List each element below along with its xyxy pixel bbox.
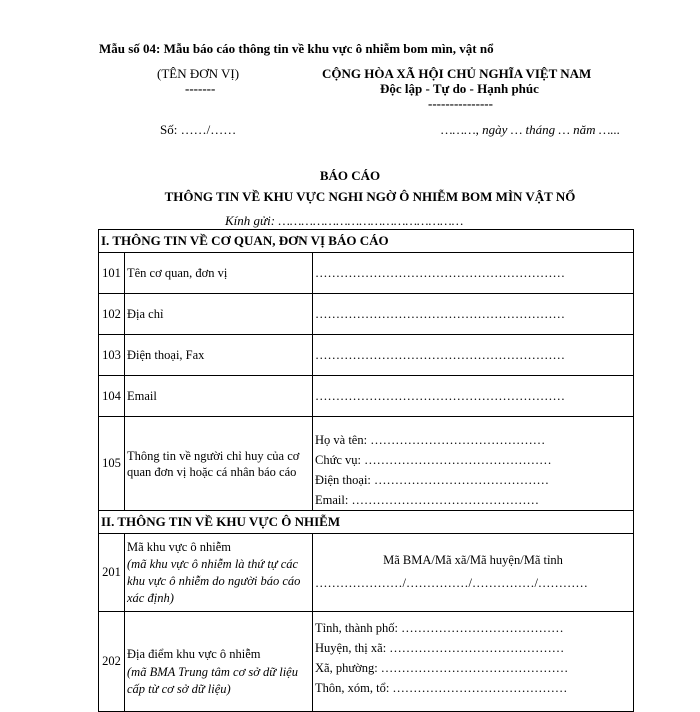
section-1-title: I. THÔNG TIN VỀ CƠ QUAN, ĐƠN VỊ BÁO CÁO [99, 230, 634, 253]
section-header-row [99, 511, 634, 534]
row-note: (mã khu vực ô nhiễm là thứ tự các khu vực ô nhiễm do người báo cáo xác định) [127, 557, 301, 605]
row-label: Tên cơ quan, đơn vị [125, 253, 313, 294]
recipient-line: Kính gửi: ………………………………………… [225, 213, 464, 228]
province-field[interactable]: Tỉnh, thành phố: ………………………………… [315, 621, 564, 635]
row-value-field[interactable]: …………………………………………………… [313, 335, 634, 376]
area-code-cell [313, 534, 634, 612]
table-row [99, 417, 634, 511]
row-label: Địa điểm khu vực ô nhiễm [127, 647, 261, 661]
area-code-label-cell [125, 534, 313, 612]
row-value-field[interactable]: …………………………………………………… [313, 253, 634, 294]
table-row [99, 534, 634, 612]
report-form-table [98, 229, 634, 712]
commune-field[interactable]: Xã, phường: ……………………………………… [315, 661, 569, 675]
commander-name-field[interactable]: Họ và tên: …………………………………… [315, 433, 546, 447]
row-value-field[interactable]: …………………………………………………… [313, 294, 634, 335]
unit-separator: ------- [185, 81, 216, 96]
table-row [99, 612, 634, 712]
table-row [99, 335, 634, 376]
row-number: 202 [99, 612, 125, 712]
date-place: ………, ngày … tháng … năm …... [441, 122, 621, 137]
table-row [99, 294, 634, 335]
row-number: 104 [99, 376, 125, 417]
district-field[interactable]: Huyện, thị xã: …………………………………… [315, 641, 565, 655]
section-header-row [99, 230, 634, 253]
commander-phone-field[interactable]: Điện thoại: …………………………………… [315, 473, 550, 487]
commander-info-cell [313, 417, 634, 511]
area-code-field[interactable]: …………………/……………/……………/………… [315, 575, 588, 590]
form-number-title: Mẫu số 04: Mẫu báo cáo thông tin về khu vực ô nhiễm bom mìn, vật nổ [99, 41, 494, 56]
row-number: 101 [99, 253, 125, 294]
table-row [99, 376, 634, 417]
area-location-label-cell [125, 612, 313, 712]
row-label: Thông tin về người chỉ huy của cơ quan đơn vị hoặc cá nhân báo cáo [125, 417, 313, 511]
motto: Độc lập - Tự do - Hạnh phúc [380, 81, 539, 96]
report-heading: BÁO CÁO [319, 168, 381, 183]
row-number: 102 [99, 294, 125, 335]
row-note: (mã BMA Trung tâm cơ sở dữ liệu cấp từ cơ sở dữ liệu) [127, 665, 298, 696]
commander-email-field[interactable]: Email: ……………………………………… [315, 493, 539, 507]
hamlet-field[interactable]: Thôn, xóm, tổ: …………………………………… [315, 681, 568, 695]
country-name: CỘNG HÒA XÃ HỘI CHỦ NGHĨA VIỆT NAM [322, 66, 592, 81]
area-code-format: Mã BMA/Mã xã/Mã huyện/Mã tỉnh [383, 552, 563, 567]
row-number: 201 [99, 534, 125, 612]
document-number: Số: ……/…… [160, 122, 237, 137]
section-2-title: II. THÔNG TIN VỀ KHU VỰC Ô NHIỄM [99, 511, 634, 534]
row-value-field[interactable]: …………………………………………………… [313, 376, 634, 417]
row-number: 103 [99, 335, 125, 376]
row-number: 105 [99, 417, 125, 511]
unit-name: (TÊN ĐƠN VỊ) [157, 66, 240, 81]
row-label: Điện thoại, Fax [125, 335, 313, 376]
motto-separator: --------------- [428, 96, 493, 111]
row-label: Email [125, 376, 313, 417]
area-location-cell [313, 612, 634, 712]
commander-position-field[interactable]: Chức vụ: ……………………………………… [315, 453, 552, 467]
report-subject: THÔNG TIN VỀ KHU VỰC NGHI NGỜ Ô NHIỄM BOM MÌN VẬT NỔ [164, 189, 576, 204]
table-row [99, 253, 634, 294]
row-label: Địa chỉ [125, 294, 313, 335]
row-label: Mã khu vực ô nhiễm [127, 540, 231, 554]
